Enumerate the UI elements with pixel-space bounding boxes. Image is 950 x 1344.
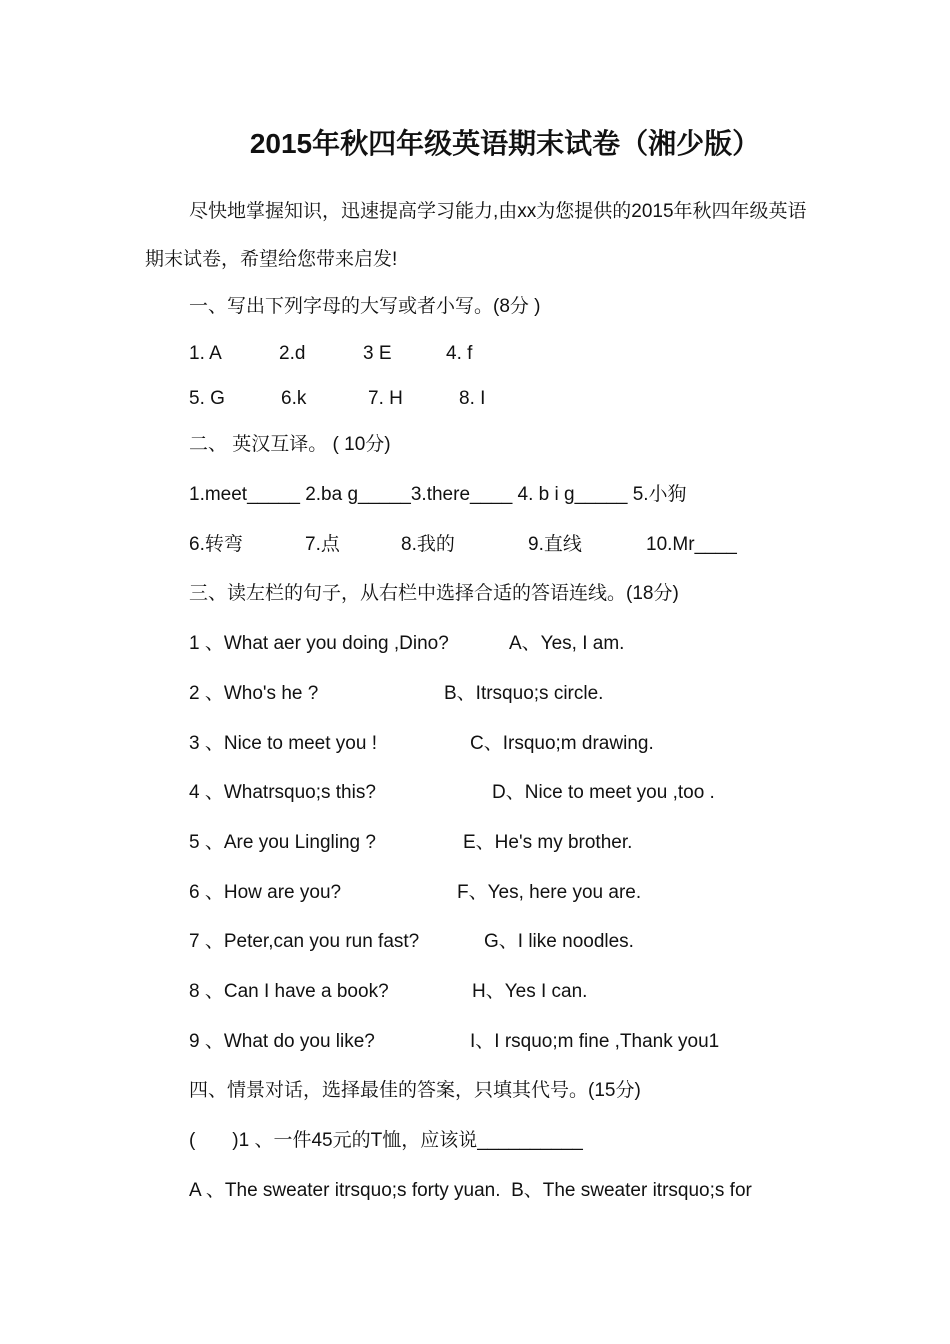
letter-item: 1. A bbox=[189, 343, 222, 364]
match-left: 7 、Peter,can you run fast? bbox=[189, 931, 420, 952]
translation-item: 10.Mr____ bbox=[646, 534, 737, 555]
match-right: F、Yes, here you are. bbox=[457, 882, 642, 903]
question-1-options: A 、The sweater itrsquo;s forty yuan. B、The sweater itrsquo;s for bbox=[189, 1180, 752, 1201]
letter-item: 5. G bbox=[189, 388, 225, 409]
section3-heading: 三、读左栏的句子，从右栏中选择合适的答语连线。(18分) bbox=[189, 583, 679, 604]
match-left: 1 、What aer you doing ,Dino? bbox=[189, 633, 449, 654]
match-left: 2 、Who's he ? bbox=[189, 683, 319, 704]
letter-item: 6.k bbox=[281, 388, 307, 409]
question-1: ( )1 、一件45元的T恤，应该说__________ bbox=[189, 1130, 583, 1151]
translation-item: 9.直线 bbox=[528, 534, 582, 555]
match-left: 3 、Nice to meet you ! bbox=[189, 733, 377, 754]
translation-row: 1.meet_____ 2.ba g_____3.there____ 4. b i g_____ 5.小狗 bbox=[189, 484, 687, 505]
translation-item: 7.点 bbox=[305, 534, 340, 555]
section2-heading: 二、 英汉互译。 ( 10分) bbox=[189, 434, 391, 455]
match-left: 5 、Are you Lingling ? bbox=[189, 832, 376, 853]
match-right: D、Nice to meet you ,too . bbox=[492, 782, 715, 803]
match-right: I、I rsquo;m fine ,Thank you1 bbox=[470, 1031, 720, 1052]
letter-item: 7. H bbox=[368, 388, 403, 409]
letter-item: 4. f bbox=[446, 343, 473, 364]
intro-paragraph: 尽快地掌握知识，迅速提高学习能力,由xx为您提供的2015年秋四年级英语期末试卷，希望给您带来启发! bbox=[145, 201, 807, 270]
match-right: E、He's my brother. bbox=[463, 832, 633, 853]
match-right: C、Irsquo;m drawing. bbox=[470, 733, 654, 754]
match-left: 6 、How are you? bbox=[189, 882, 342, 903]
translation-item: 6.转弯 bbox=[189, 534, 243, 555]
match-right: B、Itrsquo;s circle. bbox=[444, 683, 604, 704]
match-right: H、Yes I can. bbox=[472, 981, 588, 1002]
match-right: G、I like noodles. bbox=[484, 931, 634, 952]
match-right: A、Yes, I am. bbox=[509, 633, 625, 654]
letter-item: 2.d bbox=[279, 343, 306, 364]
page-title: 2015年秋四年级英语期末试卷（湘少版） bbox=[249, 128, 761, 159]
match-left: 8 、Can I have a book? bbox=[189, 981, 389, 1002]
letter-item: 3 E bbox=[363, 343, 392, 364]
translation-item: 8.我的 bbox=[401, 534, 455, 555]
letter-item: 8. I bbox=[459, 388, 486, 409]
match-left: 4 、Whatrsquo;s this? bbox=[189, 782, 376, 803]
section1-heading: 一、写出下列字母的大写或者小写。(8分 ) bbox=[189, 296, 541, 317]
match-left: 9 、What do you like? bbox=[189, 1031, 375, 1052]
section4-heading: 四、情景对话，选择最佳的答案，只填其代号。(15分) bbox=[189, 1080, 641, 1101]
